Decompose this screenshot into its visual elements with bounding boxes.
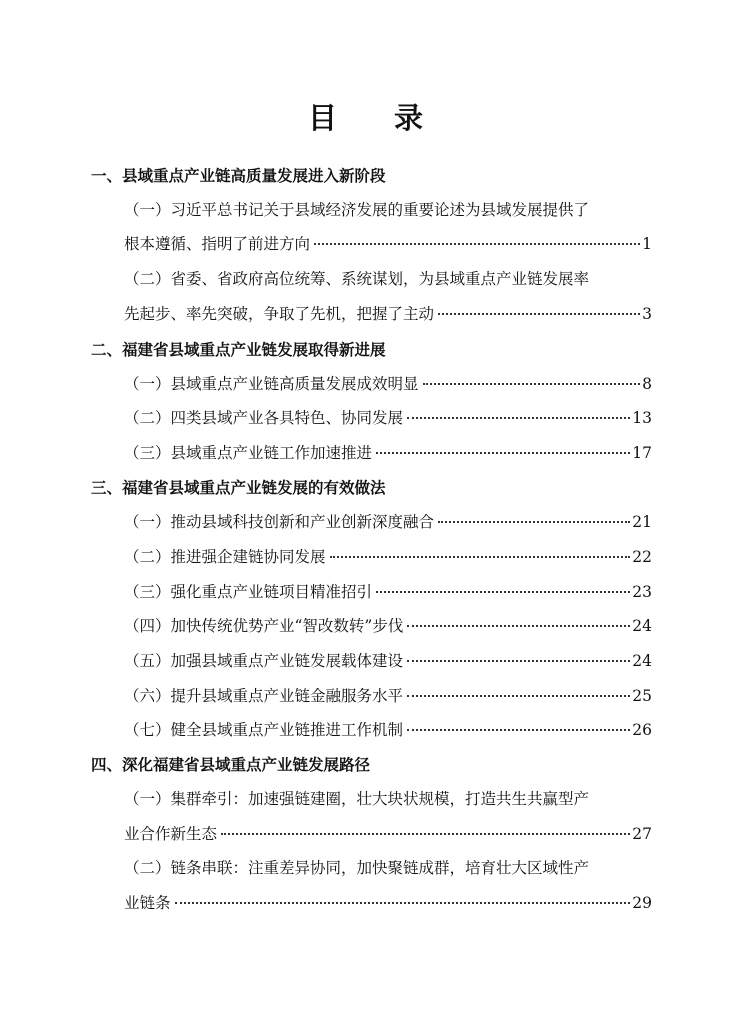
toc-section-2-heading[interactable]: 二、福建省县域重点产业链发展取得新进展 [91, 341, 386, 359]
dot-leader [376, 452, 630, 454]
toc-entry-3-6[interactable] [124, 684, 652, 706]
toc-entry-text: （三）强化重点产业链项目精准招引 [124, 583, 373, 601]
dot-leader [175, 902, 631, 904]
toc-page-number: 17 [632, 444, 652, 462]
toc-page-number: 8 [642, 375, 652, 393]
toc-entry-text: （二）链条串联：注重差异协同，加快聚链成群，培育壮大区域性产 [124, 859, 590, 877]
toc-page-number: 22 [632, 548, 652, 566]
toc-entry-2-1[interactable] [124, 372, 652, 394]
toc-entry-4-1-cont[interactable] [124, 822, 652, 844]
toc-entry-3-5[interactable] [124, 649, 652, 671]
toc-entry-1-2-cont[interactable] [124, 302, 652, 324]
page-title: 目 录 [307, 101, 437, 135]
toc-page-number: 29 [632, 894, 652, 912]
dot-leader [407, 417, 630, 419]
dot-leader [330, 556, 631, 558]
toc-entry-text: （一）县域重点产业链高质量发展成效明显 [124, 375, 419, 393]
toc-entry-2-2[interactable] [124, 406, 652, 428]
toc-page-number: 25 [632, 687, 652, 705]
toc-entry-3-1[interactable] [124, 510, 652, 532]
toc-page-number: 3 [642, 305, 652, 323]
toc-entry-text: （二）四类县域产业各具特色、协同发展 [124, 409, 404, 427]
dot-leader [423, 383, 641, 385]
toc-entry-text: （一）推动县域科技创新和产业创新深度融合 [124, 513, 435, 531]
toc-entry-text: 根本遵循、指明了前进方向 [124, 235, 311, 253]
toc-entry-4-2[interactable] [124, 856, 652, 878]
toc-entry-text: （七）健全县域重点产业链推进工作机制 [124, 721, 404, 739]
toc-entry-4-2-cont[interactable] [124, 891, 652, 913]
dot-leader [407, 729, 630, 731]
toc-section-4-heading[interactable]: 四、深化福建省县域重点产业链发展路径 [91, 756, 371, 774]
dot-leader [407, 625, 630, 627]
toc-entry-3-4[interactable] [124, 614, 652, 636]
toc-entry-1-1[interactable] [124, 198, 652, 220]
dot-leader [407, 695, 630, 697]
toc-page-number: 24 [632, 652, 652, 670]
dot-leader [376, 591, 630, 593]
toc-entry-text: （三）县域重点产业链工作加速推进 [124, 444, 373, 462]
toc-entry-1-2[interactable] [124, 267, 652, 289]
toc-page-number: 21 [632, 513, 652, 531]
dot-leader [438, 521, 630, 523]
toc-entry-text: 先起步、率先突破，争取了先机，把握了主动 [124, 305, 435, 323]
toc-entry-3-3[interactable] [124, 580, 652, 602]
toc-entry-text: （五）加强县域重点产业链发展载体建设 [124, 652, 404, 670]
toc-section-1-heading[interactable]: 一、县域重点产业链高质量发展进入新阶段 [91, 167, 386, 185]
toc-entry-text: （一）集群牵引：加速强链建圈，壮大块状规模，打造共生共赢型产 [124, 790, 590, 808]
toc-page-number: 13 [632, 409, 652, 427]
toc-entry-3-2[interactable] [124, 545, 652, 567]
toc-entry-text: （二）推进强企建链协同发展 [124, 548, 326, 566]
toc-page-number: 23 [632, 583, 652, 601]
toc-entry-text: （六）提升县域重点产业链金融服务水平 [124, 687, 404, 705]
dot-leader [221, 833, 630, 835]
toc-entry-1-1-cont[interactable] [124, 232, 652, 254]
toc-entry-3-7[interactable] [124, 718, 652, 740]
dot-leader [407, 660, 630, 662]
dot-leader [314, 243, 640, 245]
toc-page-number: 26 [632, 721, 652, 739]
toc-page-number: 1 [642, 235, 652, 253]
toc-entry-text: 业链条 [124, 894, 171, 912]
toc-entry-text: （一）习近平总书记关于县域经济发展的重要论述为县域发展提供了 [124, 201, 590, 219]
dot-leader [438, 313, 640, 315]
toc-entry-text: （二）省委、省政府高位统筹、系统谋划，为县域重点产业链发展率 [124, 270, 590, 288]
toc-entry-text: （四）加快传统优势产业“智改数转”步伐 [124, 617, 404, 635]
toc-entry-4-1[interactable] [124, 787, 652, 809]
toc-page-number: 27 [632, 825, 652, 843]
toc-page-number: 24 [632, 617, 652, 635]
toc-entry-2-3[interactable] [124, 441, 652, 463]
toc-entry-text: 业合作新生态 [124, 825, 218, 843]
toc-section-3-heading[interactable]: 三、福建省县域重点产业链发展的有效做法 [91, 479, 386, 497]
